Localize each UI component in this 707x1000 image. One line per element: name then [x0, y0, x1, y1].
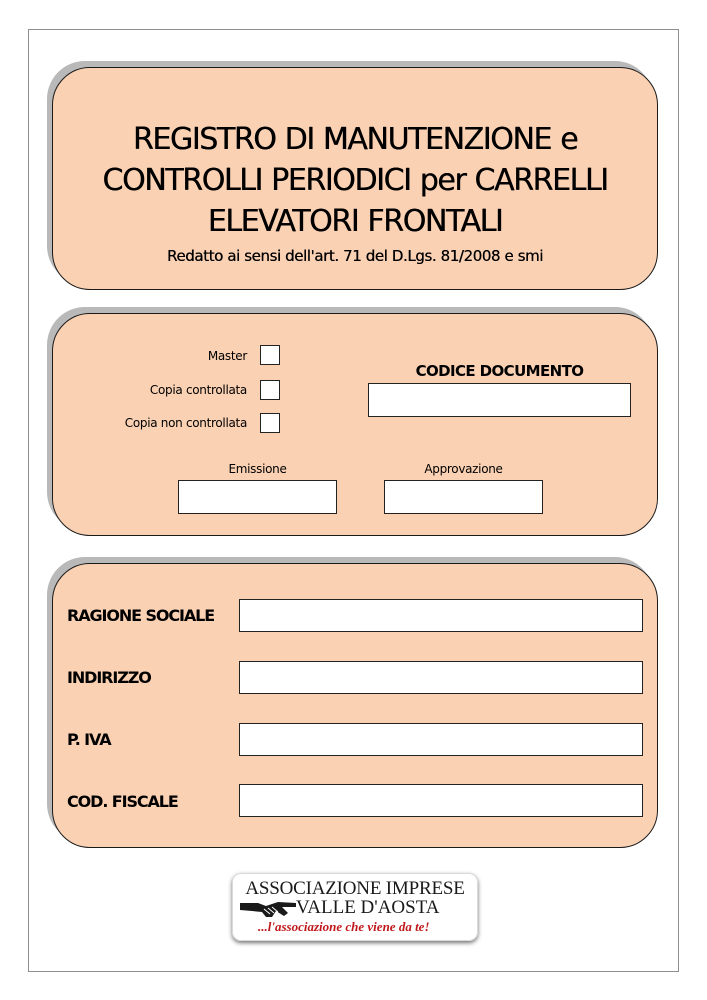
document-subtitle: Redatto ai sensi dell'art. 71 del D.Lgs. 81/2008 e smi: [167, 247, 543, 265]
copia-non-controllata-checkbox[interactable]: [260, 413, 280, 433]
master-checkbox[interactable]: [260, 345, 280, 365]
title-line-1: REGISTRO DI MANUTENZIONE e: [132, 122, 578, 157]
copia-controllata-checkbox[interactable]: [260, 380, 280, 400]
approvazione-field[interactable]: [384, 480, 543, 514]
title-line-2: CONTROLLI PERIODICI per CARRELLI: [102, 163, 608, 198]
codice-documento-label: CODICE DOCUMENTO: [415, 362, 584, 380]
company-info-panel: [52, 563, 658, 848]
ragione-sociale-label: RAGIONE SOCIALE: [67, 606, 215, 625]
association-logo: [232, 873, 478, 941]
emissione-label: Emissione: [228, 462, 287, 476]
codice-fiscale-field[interactable]: [239, 784, 643, 817]
partita-iva-label: P. IVA: [67, 730, 111, 749]
codice-documento-field[interactable]: [368, 383, 631, 417]
approvazione-label: Approvazione: [424, 462, 503, 476]
logo-line-1: ASSOCIAZIONE IMPRESE: [245, 878, 465, 899]
logo-line-2: VALLE D'AOSTA: [296, 897, 440, 918]
master-label: Master: [207, 349, 247, 363]
ragione-sociale-field[interactable]: [239, 599, 643, 632]
copia-controllata-label: Copia controllata: [149, 383, 247, 397]
handshake-icon: [238, 897, 298, 921]
indirizzo-label: INDIRIZZO: [67, 668, 151, 687]
copia-non-controllata-label: Copia non controllata: [124, 416, 247, 430]
emissione-field[interactable]: [178, 480, 337, 514]
partita-iva-field[interactable]: [239, 723, 643, 756]
title-panel: [52, 67, 658, 290]
title-line-3: ELEVATORI FRONTALI: [207, 204, 503, 239]
document-title: [53, 119, 657, 242]
indirizzo-field[interactable]: [239, 661, 643, 694]
codice-fiscale-label: COD. FISCALE: [67, 792, 178, 811]
document-info-panel: [52, 313, 658, 536]
logo-tagline: ...l'associazione che viene da te!: [258, 919, 430, 934]
